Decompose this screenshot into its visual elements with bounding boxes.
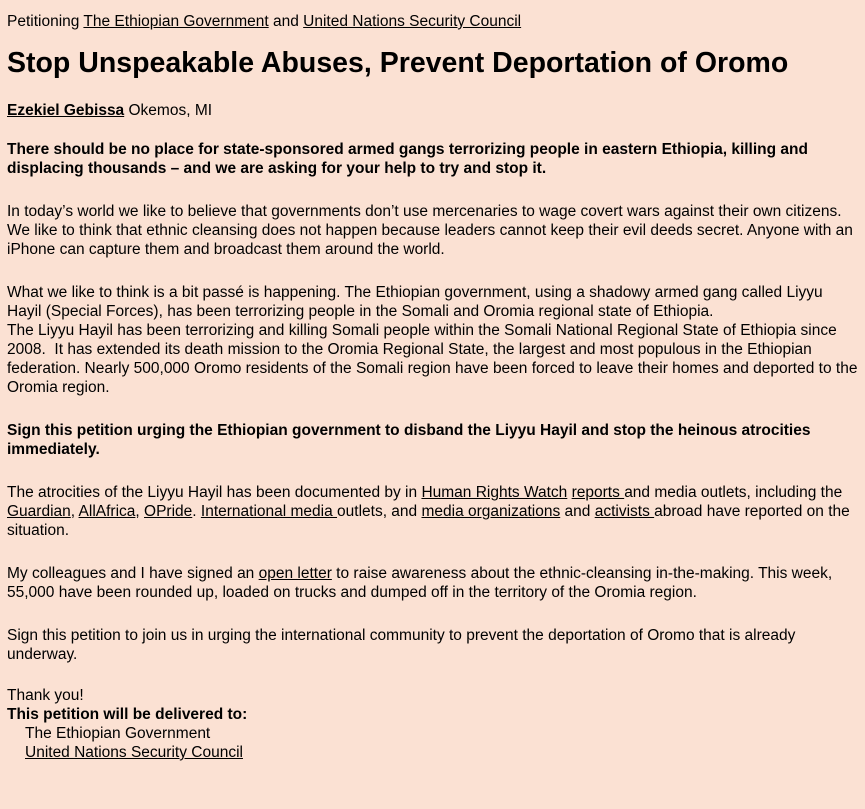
atrocities-paragraph [7, 483, 858, 540]
author-line [7, 101, 858, 120]
text-segment: and [560, 503, 595, 520]
intro-paragraph: There should be no place for state-sponsored armed gangs terrorizing people in eastern Ethiopia, killing and displacing thousands – and we are asking for your help to try and stop it. [7, 141, 808, 177]
sign-call-paragraph: Sign this petition urging the Ethiopian government to disband the Liyyu Hayil and stop the heinous atrocities immediately. [7, 422, 811, 458]
text-segment: to raise awareness about the ethnic-cleansing in-the-making. This week, 55,000 have been rounded up, loaded on trucks and dumped off in the territory of the Oromia region. [7, 565, 833, 601]
text-segment: and media outlets, including the [624, 484, 843, 501]
open-letter-link[interactable]: open letter [258, 565, 332, 582]
opride-link[interactable]: OPride [144, 503, 193, 520]
target-link-un-security-council[interactable]: United Nations Security Council [303, 13, 522, 30]
guardian-link[interactable]: Guardian [7, 503, 71, 520]
paragraph-world: In today’s world we like to believe that governments don’t use mercenaries to wage covert wars against their own citizens. We like to think that ethnic cleansing does not happen because leaders cannot keep their evil deeds secret. Anyone with an iPhone can capture them and broadcast them around the world. [7, 203, 853, 258]
colleagues-paragraph [7, 564, 858, 602]
text-segment: , [70, 503, 79, 520]
petitioning-prefix: Petitioning [7, 13, 84, 30]
target-link-ethiopian-government[interactable]: The Ethiopian Government [83, 13, 269, 30]
petition-title: Stop Unspeakable Abuses, Prevent Deportation of Oromo [7, 47, 789, 79]
text-segment: . [192, 503, 201, 520]
text-segment: outlets, and [337, 503, 422, 520]
delivery-section [7, 686, 858, 762]
paragraph-passe [7, 283, 858, 397]
human-rights-watch-link[interactable]: Human Rights Watch [421, 484, 568, 501]
join-paragraph: Sign this petition to join us in urging the international community to prevent the deportation of Oromo that is already underway. [7, 627, 796, 663]
recipient-un-security-council-row [7, 743, 858, 762]
text-segment: , [135, 503, 145, 520]
thank-you-line: Thank you! [7, 687, 84, 704]
author-location: Okemos, MI [128, 102, 213, 119]
media-organizations-link[interactable]: media organizations [421, 503, 561, 520]
international-media-link[interactable]: International media [200, 503, 338, 520]
petitioning-line [7, 12, 858, 31]
delivery-heading: This petition will be delivered to: [7, 706, 248, 723]
and-separator: and [268, 13, 304, 30]
text-segment: The atrocities of the Liyyu Hayil has been documented by in [7, 484, 422, 501]
reports-link[interactable]: reports [571, 484, 625, 501]
text-segment: abroad have reported on the situation. [7, 503, 850, 539]
activists-link[interactable]: activists [594, 503, 655, 520]
allafrica-link[interactable]: AllAfrica [78, 503, 136, 520]
recipient-un-security-council-link[interactable]: United Nations Security Council [25, 744, 243, 761]
recipient-ethiopian-government: The Ethiopian Government [25, 725, 211, 742]
author-link[interactable]: Ezekiel Gebissa [7, 102, 125, 119]
passe-line-1: What we like to think is a bit passé is happening. The Ethiopian government, using a shadowy armed gang called Liyyu Hayil (Special Forces), has been terrorizing people in the Somali and Oromia regional state of Ethiopia. [7, 284, 823, 320]
passe-line-2: The Liyyu Hayil has been terrorizing and killing Somali people within the Somali National Regional State of Ethiopia since 2008. It has extended its death mission to the Oromia Regional State, the largest and most populous in the Ethiopian federation. Nearly 500,000 Oromo residents of the Somali region have been forced to leave their homes and deported to the Oromia region. [7, 322, 858, 396]
text-segment: My colleagues and I have signed an [7, 565, 259, 582]
